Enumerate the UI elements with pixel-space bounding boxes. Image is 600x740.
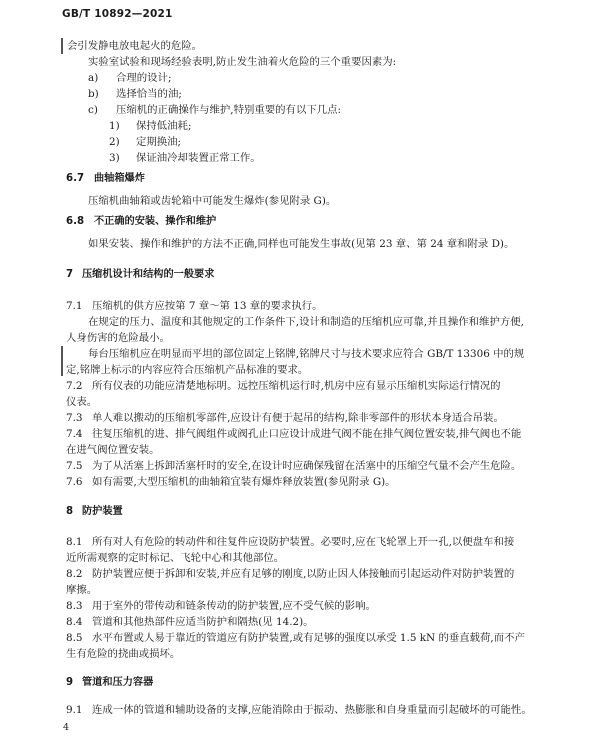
clause-text: 防护装置应便于拆卸和安装,并应有足够的刚度,以防止因人体接触而引起运动件对防护装置的: [92, 568, 515, 580]
section-number: 7: [66, 269, 74, 280]
clause-7-2-line2: 仪表。: [66, 396, 98, 408]
clause-text: 水平布置或人易于靠近的管道应有防护装置,或有足够的强度以承受 1.5 kN 的垂直载荷,而不产: [92, 632, 525, 644]
list-label: a): [88, 72, 99, 84]
clause-number: 8.5: [66, 632, 83, 644]
clause-7-1-para-b-line1: 在规定的压力、温度和其他规定的工作条件下,设计和制造的压缩机应可靠,并且操作和维护方便,: [88, 316, 524, 328]
clause-7-1-para-c-line1: 每台压缩机应在明显而平坦的部位固定上铭牌,铭牌尺寸与技术要求应符合 GB/T 13306 中的规: [88, 348, 525, 360]
section-number: 8: [66, 506, 74, 517]
list-text: 选择恰当的油;: [116, 88, 182, 100]
list-text: 保证油冷却装置正常工作。: [136, 152, 261, 164]
intro-line: 会引发静电放电起火的危险。: [67, 40, 203, 52]
clause-number: 7.2: [66, 380, 83, 392]
clause-text: 所有仪表的功能应清楚地标明。远控压缩机运行时,机房中应有显示压缩机实际运行情况的: [92, 380, 501, 392]
section-title: 压缩机设计和结构的一般要求: [82, 269, 215, 280]
sublist-item-2: [109, 135, 181, 149]
clause-7-1-para-b-line2: 人身伤害的危险最小。: [66, 332, 170, 344]
page-number: 4: [63, 722, 70, 733]
clause-text: 用于室外的带传动和链条传动的防护装置,应不受气候的影响。: [92, 600, 376, 612]
list-text: 保持低油耗;: [136, 120, 192, 132]
clause-8-1-line2: 近所需观察的定时标记、飞轮中心和其他部位。: [66, 552, 285, 564]
clause-number: 7.5: [66, 460, 83, 472]
clause-text: 管道和其他热部件应适当防护和隔热(见 14.2)。: [92, 616, 314, 628]
list-label: 3): [109, 152, 120, 164]
clause-8-2-line1: [66, 567, 514, 581]
clause-8-3: [66, 599, 376, 613]
clause-7-3: [66, 411, 504, 425]
clause-8-5-line2: 生有危险的挠曲或损坏。: [66, 648, 181, 660]
section-6-7-heading: [66, 172, 145, 186]
section-6-8-heading: [66, 215, 216, 229]
clause-number: 8.1: [66, 536, 83, 548]
list-label: 2): [109, 136, 120, 148]
clause-number: 8.4: [66, 616, 83, 628]
clause-7-4-line2: 在进气阀位置安装。: [66, 444, 160, 456]
intro-paragraph: 实验室试验和现场经验表明,防止发生油着火危险的三个重要因素为:: [88, 56, 397, 68]
clause-number: 7.1: [66, 300, 83, 312]
clause-text: 单人难以搬动的压缩机零部件,应设计有便于起吊的结构,除非零部件的形状本身适合吊装。: [92, 412, 504, 424]
clause-text: 所有对人有危险的转动件和往复件应设防护装置。必要时,应在飞轮罩上开一孔,以便盘车和接: [92, 536, 515, 548]
clause-text: 往复压缩机的进、排气阀组件或阀孔止口应设计成进气阀不能在排气阀位置安装,排气阀也不能: [92, 428, 522, 440]
sublist-item-3: [109, 151, 261, 165]
clause-9-1: [66, 703, 532, 717]
section-8-heading: [66, 505, 123, 519]
section-9-heading: [66, 676, 153, 690]
clause-text: 压缩机的供方应按第 7 章～第 13 章的要求执行。: [92, 300, 323, 312]
list-item-c: [88, 103, 341, 117]
clause-number: 9.1: [66, 704, 83, 716]
clause-8-1-line1: [66, 535, 514, 549]
clause-7-4-line1: [66, 427, 521, 441]
section-title: 管道和压力容器: [82, 677, 154, 688]
list-text: 合理的设计;: [116, 72, 172, 84]
section-number: 9: [66, 677, 74, 688]
clause-number: 8.3: [66, 600, 83, 612]
section-7-heading: [66, 268, 214, 282]
clause-8-4: [66, 615, 314, 629]
list-item-a: [88, 71, 171, 85]
section-title: 防护装置: [82, 506, 123, 517]
list-label: c): [88, 104, 98, 116]
clause-text: 连成一体的管道和辅助设备的支撑,应能消除由于振动、热膨胀和自身重量而引起破坏的可能性。: [92, 704, 532, 716]
standard-code: GB/T 10892—2021: [62, 8, 173, 20]
clause-number: 7.4: [66, 428, 83, 440]
clause-8-2-line2: 摩擦。: [66, 584, 98, 596]
clause-number: 8.2: [66, 568, 83, 580]
clause-7-5: [66, 459, 521, 473]
list-label: b): [88, 88, 99, 100]
list-text: 定期换油;: [136, 136, 182, 148]
section-6-7-text: 压缩机曲轴箱或齿轮箱中可能发生爆炸(参见附录 G)。: [88, 195, 337, 207]
clause-text: 如有需要,大型压缩机的曲轴箱宜装有爆炸释放装置(参见附录 G)。: [92, 476, 396, 488]
section-title: 不正确的安装、操作和维护: [94, 216, 217, 227]
list-item-b: [88, 87, 182, 101]
clause-text: 为了从活塞上拆卸活塞杆时的安全,在设计时应确保残留在活塞中的压缩空气量不会产生危险。: [92, 460, 522, 472]
sublist-item-1: [109, 119, 191, 133]
change-bar: [61, 346, 63, 376]
clause-number: 7.3: [66, 412, 83, 424]
clause-7-1: [66, 299, 322, 313]
section-title: 曲轴箱爆炸: [94, 173, 145, 184]
section-number: 6.8: [66, 216, 85, 227]
clause-8-5-line1: [66, 631, 525, 645]
section-number: 6.7: [66, 173, 85, 184]
change-bar: [61, 38, 63, 54]
list-text: 压缩机的正确操作与维护,特别重要的有以下几点:: [116, 104, 342, 116]
clause-7-1-para-c-line2: 定,铭牌上标示的内容应符合压缩机产品标准的要求。: [66, 364, 309, 376]
section-6-8-text: 如果安装、操作和维护的方法不正确,同样也可能发生事故(见第 23 章、第 24 章和附录 D)。: [88, 238, 515, 250]
clause-7-2-line1: [66, 379, 501, 393]
clause-number: 7.6: [66, 476, 83, 488]
clause-7-6: [66, 475, 396, 489]
list-label: 1): [109, 120, 120, 132]
